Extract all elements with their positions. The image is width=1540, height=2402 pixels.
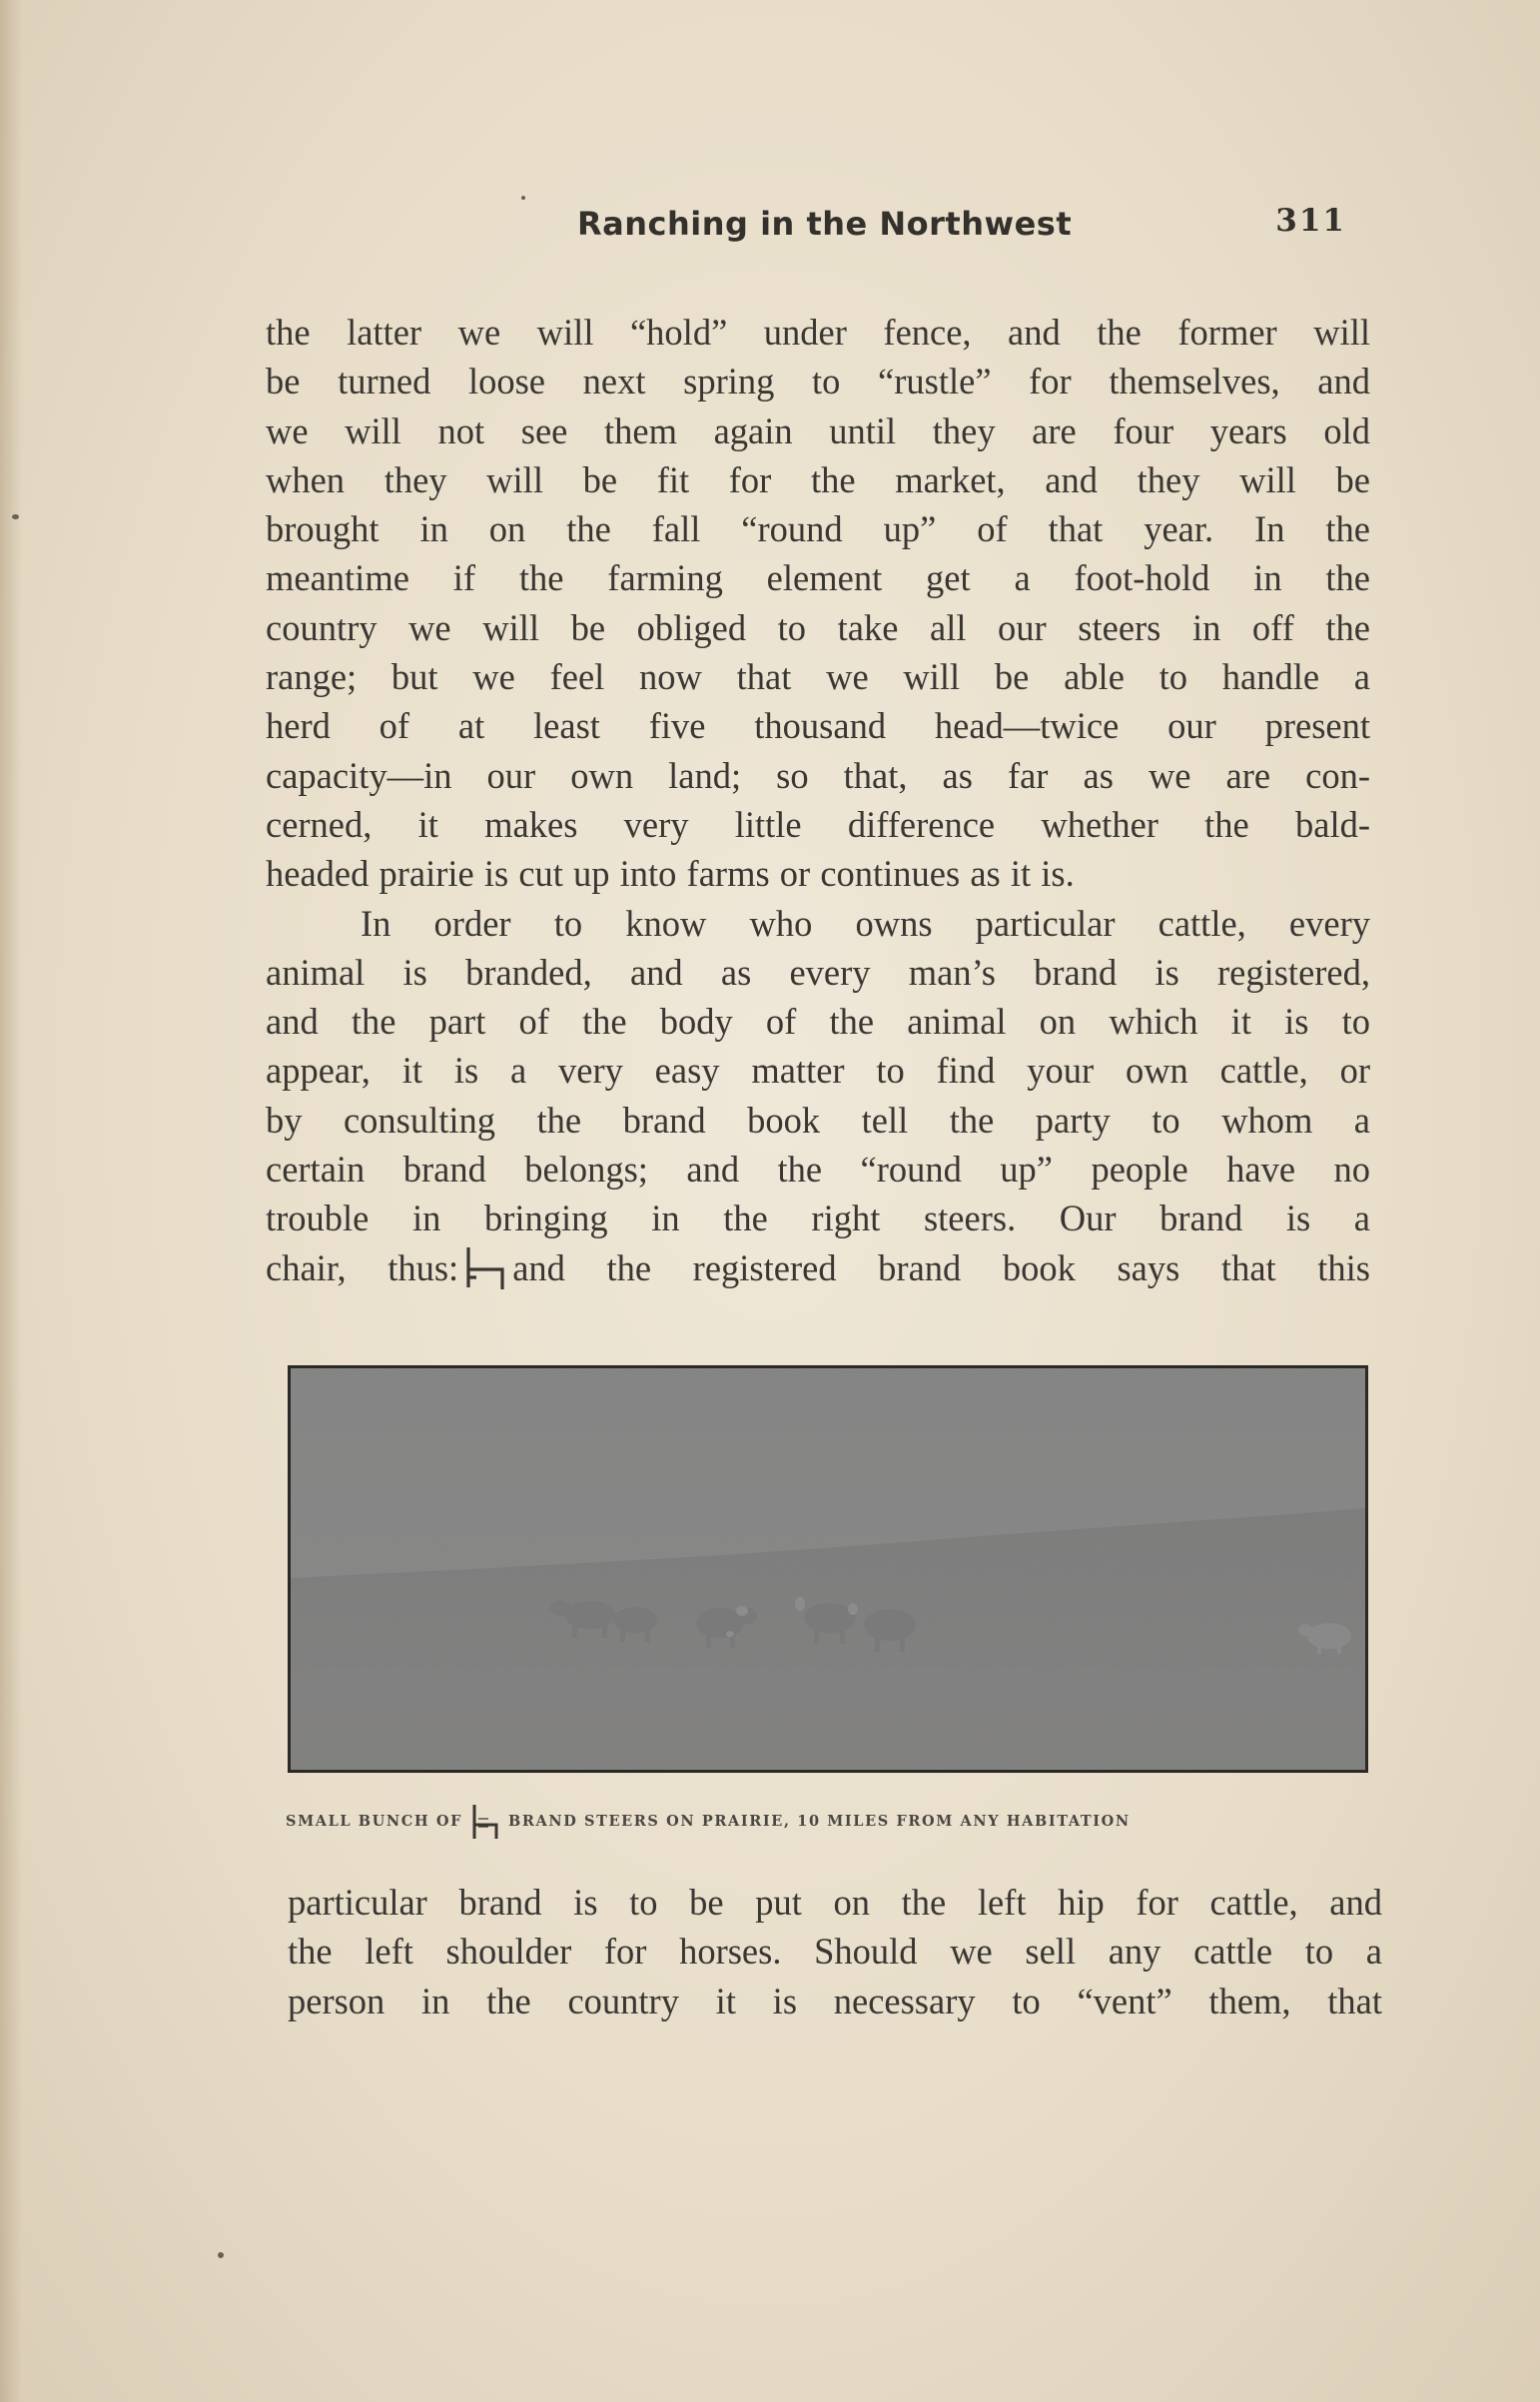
paper-blemish [521,196,525,200]
photo-illustration [291,1368,1365,1770]
text-line: animal is branded, and as every man’s brand is registered, [266,951,1370,993]
body-text-bottom [288,1878,1382,2025]
text-line: appear, it is a very easy matter to find your own cattle, or [266,1050,1370,1092]
text-line: range; but we feel now that we will be able to handle a [266,656,1370,698]
text-line: the left shoulder for horses. Should we sell any cattle to a [288,1931,1382,1973]
text-line: we will not see them again until they are four years old [266,409,1370,451]
paper-blemish [12,514,19,519]
body-text-top [266,308,1370,1292]
text-line: trouble in bringing in the right steers. Our brand is a [266,1198,1370,1239]
text-line: cerned, it makes very little difference whether the bald- [266,803,1370,845]
text-line: by consulting the brand book tell the party to whom a [266,1099,1370,1141]
text-line: particular brand is to be put on the left hip for cattle, and [288,1882,1382,1923]
caption-before: SMALL BUNCH OF [286,1812,462,1830]
chair-brand-icon [462,1243,508,1293]
text-line: country we will be obliged to take all our steers in off the [266,606,1370,648]
caption-after: BRAND STEERS ON PRAIRIE, 10 MILES FROM ANY HABITATION [507,1812,1131,1830]
text-line: brought in on the fall “round up” of that year. In the [266,508,1370,550]
text-line: certain brand belongs; and the “round up” people have no [266,1149,1370,1191]
chair-brand-icon [466,1801,506,1841]
running-head: Ranching in the Northwest [577,205,1073,243]
text-line: capacity—in our own land; so that, as far as we are con- [266,754,1370,796]
page-header [577,205,1346,255]
text-line: In order to know who owns particular cattle, every [361,902,1370,944]
paper-blemish [218,2252,224,2258]
prairie-steers-photo [288,1365,1368,1773]
text-line: herd of at least five thousand head—twice our present [266,705,1370,747]
text-line: headed prairie is cut up into farms or continues as it is. [266,853,1075,895]
text-line: and the part of the body of the animal on which it is to [266,1001,1370,1043]
page-number: 311 [1275,203,1346,239]
text-line: meantime if the farming element get a foot-hold in the [266,557,1370,599]
text-line: person in the country it is necessary to “vent” them, that [288,1980,1382,2021]
figure-caption [286,1801,1384,1841]
text-line: be turned loose next spring to “rustle” for themselves, and [266,361,1370,402]
brand-line-before: chair, thus: [266,1246,459,1288]
text-line: the latter we will “hold” under fence, and the former will [266,312,1370,353]
brand-line-after: and the registered brand book says that this [512,1246,1370,1288]
text-line: when they will be fit for the market, and they will be [266,458,1370,500]
brand-text-line [266,1243,1370,1292]
